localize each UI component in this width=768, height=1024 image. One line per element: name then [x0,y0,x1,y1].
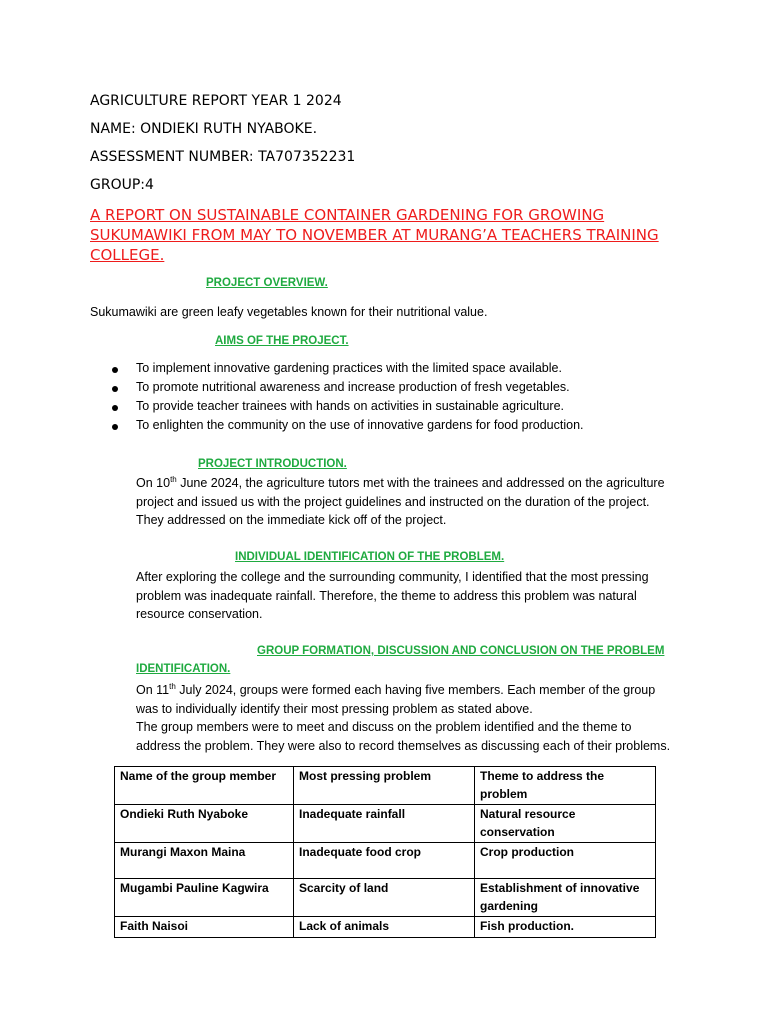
aims-list [112,361,584,437]
report-title: A REPORT ON SUSTAINABLE CONTAINER GARDENING FOR GROWING SUKUMAWIKI FROM MAY TO NOVEMBER AT MURANG’A TEACHERS TRAINING COLLEGE. [90,206,659,264]
group-number: GROUP:4 [90,177,154,193]
table-header-cell: Theme to address the problem [475,767,656,805]
assessment-number: ASSESSMENT NUMBER: TA707352231 [90,149,356,165]
table-cell: Lack of animals [294,917,475,938]
aims-heading: AIMS OF THE PROJECT. [215,335,349,347]
table-cell: Scarcity of land [294,879,475,917]
group-formation-heading-cont: IDENTIFICATION. [136,663,231,675]
table-cell: Inadequate food crop [294,843,475,879]
table-row [115,843,656,879]
table-cell: Crop production [475,843,656,879]
table-cell: Inadequate rainfall [294,805,475,843]
table-cell: Mugambi Pauline Kagwira [115,879,294,917]
bullet-icon [112,367,118,373]
table-header-cell: Name of the group member [115,767,294,805]
aim-item: To provide teacher trainees with hands on activities in sustainable agriculture. [112,399,584,418]
bullet-icon [112,424,118,430]
table-row [115,917,656,938]
table-row [115,805,656,843]
aim-item: To promote nutritional awareness and increase production of fresh vegetables. [112,380,584,399]
introduction-heading: PROJECT INTRODUCTION. [198,458,347,470]
table-cell: Ondieki Ruth Nyaboke [115,805,294,843]
overview-text: Sukumawiki are green leafy vegetables known for their nutritional value. [90,305,488,319]
aim-item: To enlighten the community on the use of innovative gardens for food production. [112,418,584,437]
table-row [115,879,656,917]
table-cell: Natural resource conservation [475,805,656,843]
table-cell: Faith Naisoi [115,917,294,938]
identification-paragraph: After exploring the college and the surrounding community, I identified that the most pressing problem was inadequate rainfall. Therefore, the theme to address this problem was natural resource conservation. [136,570,649,621]
table-cell: Murangi Maxon Maina [115,843,294,879]
table-cell: Establishment of innovative gardening [475,879,656,917]
table-header-cell: Most pressing problem [294,767,475,805]
introduction-paragraph: On 10th June 2024, the agriculture tutors met with the trainees and addressed on the agriculture project and issued us with the project guidelines and instructed on the duration of the project. They addressed on the immediate kick off of the project. [136,474,665,527]
overview-heading: PROJECT OVERVIEW. [206,277,328,289]
aim-item: To implement innovative gardening practices with the limited space available. [112,361,584,380]
table-header-row [115,767,656,805]
group-members-table [114,766,656,938]
group-formation-paragraph: On 11th July 2024, groups were formed each having five members. Each member of the group was to individually identify their most pressing problem as stated above. The group members were to meet and discuss on the problem identified and the theme to address the problem. They were also to record themselves as discussing each of their problems. [136,681,671,753]
bullet-icon [112,386,118,392]
student-name: NAME: ONDIEKI RUTH NYABOKE. [90,121,318,137]
group-formation-heading: GROUP FORMATION, DISCUSSION AND CONCLUSION ON THE PROBLEM [257,645,665,657]
bullet-icon [112,405,118,411]
report-header-title: AGRICULTURE REPORT YEAR 1 2024 [90,93,342,109]
table-cell: Fish production. [475,917,656,938]
identification-heading: INDIVIDUAL IDENTIFICATION OF THE PROBLEM. [235,551,505,563]
